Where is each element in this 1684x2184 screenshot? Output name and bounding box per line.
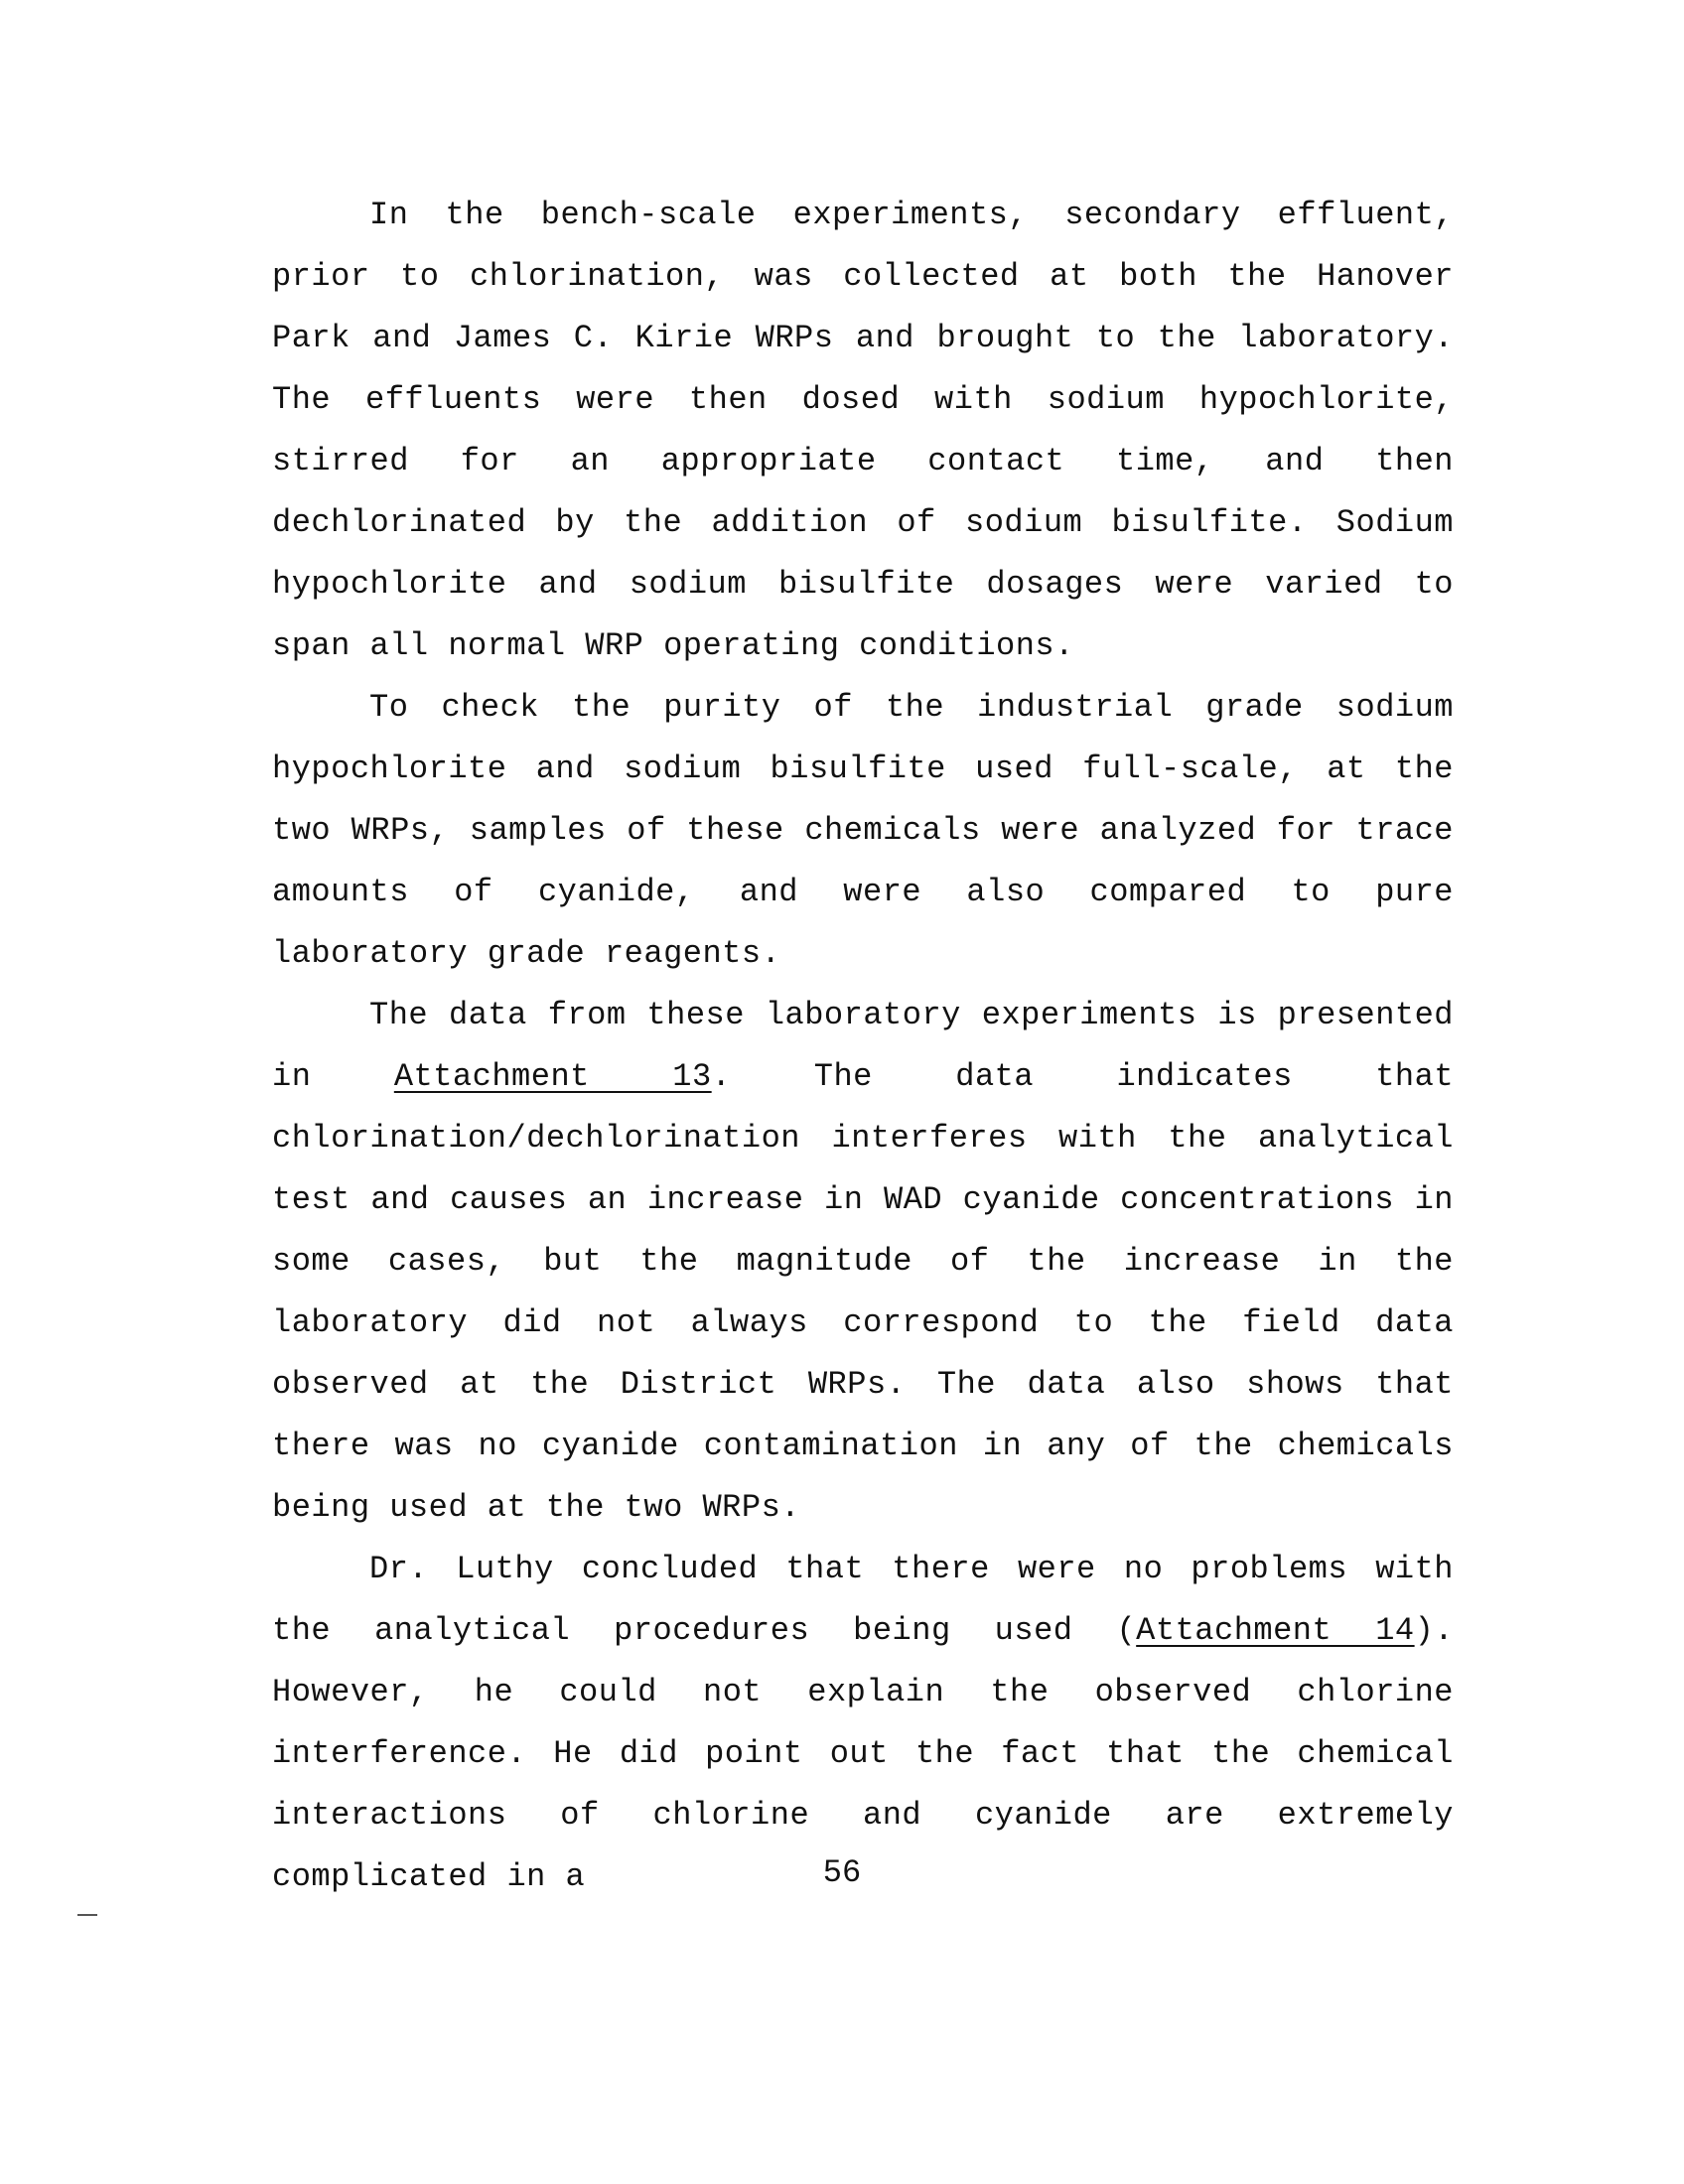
- attachment-13-reference: Attachment 13: [393, 1058, 712, 1095]
- page-number: 56: [822, 1854, 862, 1891]
- body-text: [272, 185, 1454, 1908]
- paragraph-bench-scale: In the bench-scale experiments, secondary effluent, prior to chlorination, was collected at both the Hanover Park and James C. Kirie WRPs and brought to the laboratory. The effluents were then dosed with sodium hypochlorite, stirred for an appropriate contact time, and then dechlorinated by the addition of sodium bisulfite. Sodium hypochlorite and sodium bisulfite dosages were varied to span all normal WRP operating conditions.: [272, 197, 1454, 664]
- attachment-14-reference: Attachment 14: [1136, 1612, 1415, 1649]
- paragraph-text: The data from these laboratory experiments is presented in: [272, 997, 1454, 1095]
- scan-mark: [77, 1914, 97, 1916]
- paragraph-text: ). However, he could not explain the observed chlorine interference. He did point out the fact that the chemical interactions of chlorine and cyanide are extremely complicated in a: [272, 1612, 1455, 1895]
- paragraph-purity-check: To check the purity of the industrial grade sodium hypochlorite and sodium bisulfite used full-scale, at the two WRPs, samples of these chemicals were analyzed for trace amounts of cyanide, and were also compared to pure laboratory grade reagents.: [272, 689, 1454, 972]
- paragraph-luthy-conclusion: [272, 1539, 1454, 1908]
- paragraph-text: . The data indicates that chlorination/dechlorination interferes with the analytical test and causes an increase in WAD cyanide concentrations in some cases, but the magnitude of the increase in the laboratory did not always correspond to the field data observed at the District WRPs. The data also shows that there was no cyanide contamination in any of the chemicals being used at the two WRPs.: [272, 1058, 1455, 1526]
- paragraph-text: Dr. Luthy concluded that there were no problems with the analytical procedures being used (: [272, 1551, 1454, 1649]
- paragraph-lab-data: [272, 985, 1454, 1539]
